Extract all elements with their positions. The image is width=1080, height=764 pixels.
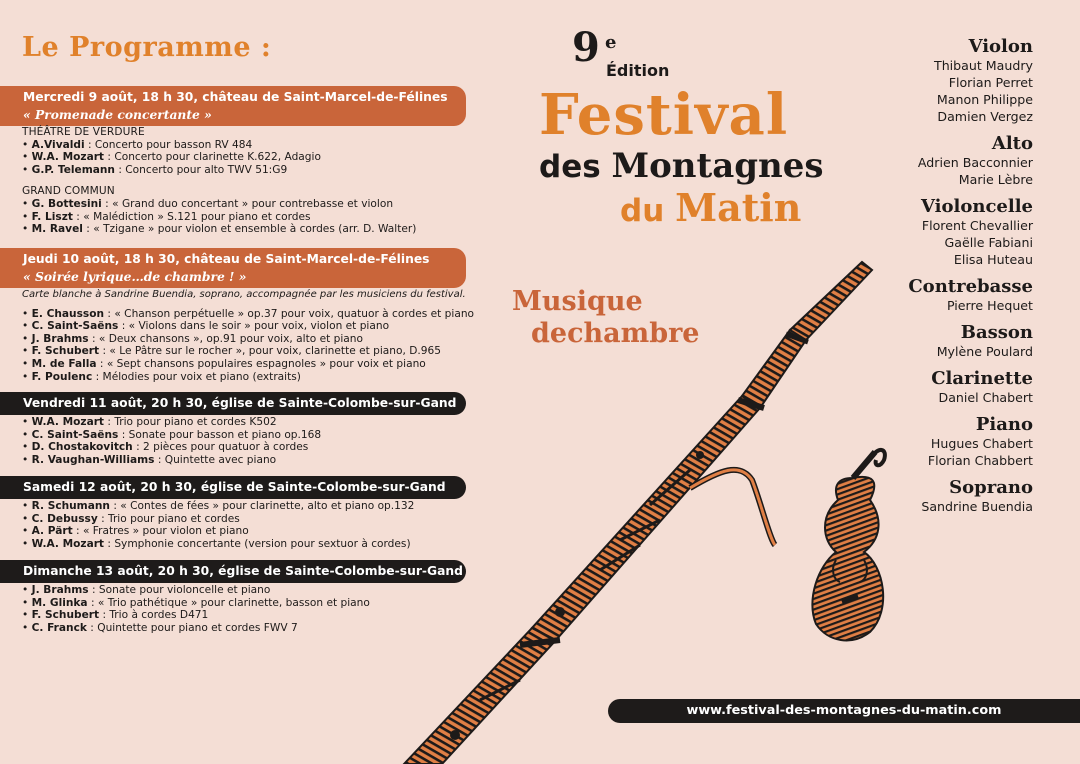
instrument-heading: Contrebasse: [908, 276, 1033, 297]
website-url[interactable]: www.festival-des-montagnes-du-matin.com: [608, 699, 1080, 723]
festival-title: Festival: [539, 82, 789, 148]
list-item: • D. Chostakovitch : 2 pièces pour quatuor à cordes: [22, 441, 309, 454]
list-item: • G.P. Telemann : Concerto pour alto TWV 51:G9: [22, 163, 288, 176]
list-item: • F. Liszt : « Malédiction » S.121 pour piano et cordes: [22, 210, 311, 223]
event-program-4: [22, 500, 472, 550]
instrument-heading: Violoncelle: [921, 196, 1033, 217]
musician-name: Pierre Hequet: [946, 298, 1033, 313]
musician-name: Thibaut Maudry: [934, 58, 1033, 73]
musician-group: [813, 368, 1033, 406]
event-program-3: [22, 416, 472, 466]
musician-name: Elisa Huteau: [953, 252, 1033, 267]
instrument-heading: Piano: [975, 414, 1033, 435]
musicians-list: [813, 36, 1033, 515]
list-item: • M. de Falla : « Sept chansons populaires espagnoles » pour voix et piano: [22, 357, 426, 370]
musician-name: Florian Perret: [948, 75, 1033, 90]
edition-number: 9: [572, 24, 600, 71]
event-header-1: [0, 86, 466, 126]
musician-name: Daniel Chabert: [938, 390, 1033, 405]
event-intro: Carte blanche à Sandrine Buendia, soprano, accompagnée par les musiciens du festival.: [22, 289, 466, 300]
event-program-2: [22, 289, 475, 383]
musician-group: [813, 322, 1033, 360]
list-item: • F. Schubert : Trio à cordes D471: [22, 609, 209, 622]
list-item: • A. Pärt : « Fratres » pour violon et piano: [22, 525, 249, 538]
event-date-line: Dimanche 13 août, 20 h 30, église de Sainte-Colombe-sur-Gand: [23, 564, 463, 578]
edition-label: Édition: [606, 61, 670, 80]
list-item: • C. Saint-Saëns : Sonate pour basson et piano op.168: [22, 428, 322, 441]
musician-name: Manon Philippe: [936, 92, 1033, 107]
list-item: • M. Glinka : « Trio pathétique » pour clarinette, basson et piano: [22, 596, 370, 609]
musician-name: Damien Vergez: [937, 109, 1033, 124]
event-date-line: Jeudi 10 août, 18 h 30, château de Saint-Marcel-de-Félines: [23, 252, 430, 266]
list-item: • C. Saint-Saëns : « Violons dans le soir » pour voix, violon et piano: [22, 320, 390, 333]
musician-group: [813, 477, 1033, 515]
festival-title-line2: des Montagnes: [539, 146, 824, 186]
list-item: • W.A. Mozart : Symphonie concertante (version pour sextuor à cordes): [22, 537, 411, 550]
list-item: • A.Vivaldi : Concerto pour basson RV 484: [22, 138, 253, 151]
musician-group: [813, 196, 1033, 268]
list-item: • F. Schubert : « Le Pâtre sur le rocher », pour voix, clarinette et piano, D.965: [22, 345, 441, 358]
list-item: • W.A. Mozart : Concerto pour clarinette K.622, Adagio: [22, 151, 321, 164]
event-subtitle: « Soirée lyrique…de chambre ! »: [23, 269, 247, 284]
list-item: • J. Brahms : Sonate pour violoncelle et piano: [22, 584, 271, 596]
musician-name: Gaëlle Fabiani: [944, 235, 1033, 250]
musician-name: Adrien Bacconnier: [917, 155, 1033, 170]
musician-group: [813, 133, 1033, 188]
list-item: • R. Schumann : « Contes de fées » pour clarinette, alto et piano op.132: [22, 500, 415, 512]
festival-title-line3: du Matin: [620, 185, 802, 230]
list-item: • J. Brahms : « Deux chansons », op.91 pour voix, alto et piano: [22, 332, 363, 345]
musician-name: Mylène Poulard: [936, 344, 1033, 359]
instrument-heading: Soprano: [949, 477, 1033, 498]
list-item: • M. Ravel : « Tzigane » pour violon et ensemble à cordes (arr. D. Walter): [22, 223, 417, 236]
musician-name: Florian Chabbert: [927, 453, 1033, 468]
event-date-line: Vendredi 11 août, 20 h 30, église de Sainte-Colombe-sur-Gand: [23, 396, 457, 410]
list-item: • C. Debussy : Trio pour piano et cordes: [22, 512, 240, 525]
list-item: • R. Vaughan-Williams : Quintette avec piano: [22, 453, 277, 466]
musique-label: Musique: [512, 286, 643, 317]
musician-group: [813, 276, 1033, 314]
event-header-3: [0, 392, 466, 415]
edition-superscript: e: [605, 32, 617, 53]
instrument-heading: Violon: [968, 36, 1033, 57]
list-item: • F. Poulenc : Mélodies pour voix et piano (extraits): [22, 370, 301, 383]
list-item: • E. Chausson : « Chanson perpétuelle » op.37 pour voix, quatuor à cordes et piano: [22, 307, 475, 320]
event-header-4: [0, 476, 466, 499]
event-header-5: [0, 560, 466, 583]
event-date-line: Samedi 12 août, 20 h 30, église de Sainte-Colombe-sur-Gand: [23, 480, 446, 494]
musician-name: Marie Lèbre: [958, 172, 1033, 187]
event-subtitle: « Promenade concertante »: [23, 107, 212, 122]
list-item: • C. Franck : Quintette pour piano et cordes FWV 7: [22, 621, 298, 634]
musician-name: Florent Chevallier: [921, 218, 1033, 233]
event-program-5: [22, 584, 472, 634]
list-item: • G. Bottesini : « Grand duo concertant » pour contrebasse et violon: [22, 197, 394, 210]
list-item: • W.A. Mozart : Trio pour piano et cordes K502: [22, 416, 277, 428]
musician-name: Hugues Chabert: [930, 436, 1033, 451]
venue-heading: THÉÂTRE DE VERDURE: [22, 126, 145, 138]
event-header-2: [0, 248, 466, 288]
musician-group: [813, 36, 1033, 125]
instrument-heading: Clarinette: [931, 368, 1033, 389]
musician-group: [813, 414, 1033, 469]
instrument-heading: Basson: [960, 322, 1033, 343]
chambre-label: dechambre: [531, 318, 700, 349]
event-date-line: Mercredi 9 août, 18 h 30, château de Saint-Marcel-de-Félines: [23, 90, 448, 104]
musician-name: Sandrine Buendia: [921, 499, 1033, 514]
venue-heading: GRAND COMMUN: [22, 185, 115, 198]
programme-title: Le Programme :: [22, 32, 272, 63]
event-program-1: [22, 126, 472, 236]
instrument-heading: Alto: [991, 133, 1033, 154]
